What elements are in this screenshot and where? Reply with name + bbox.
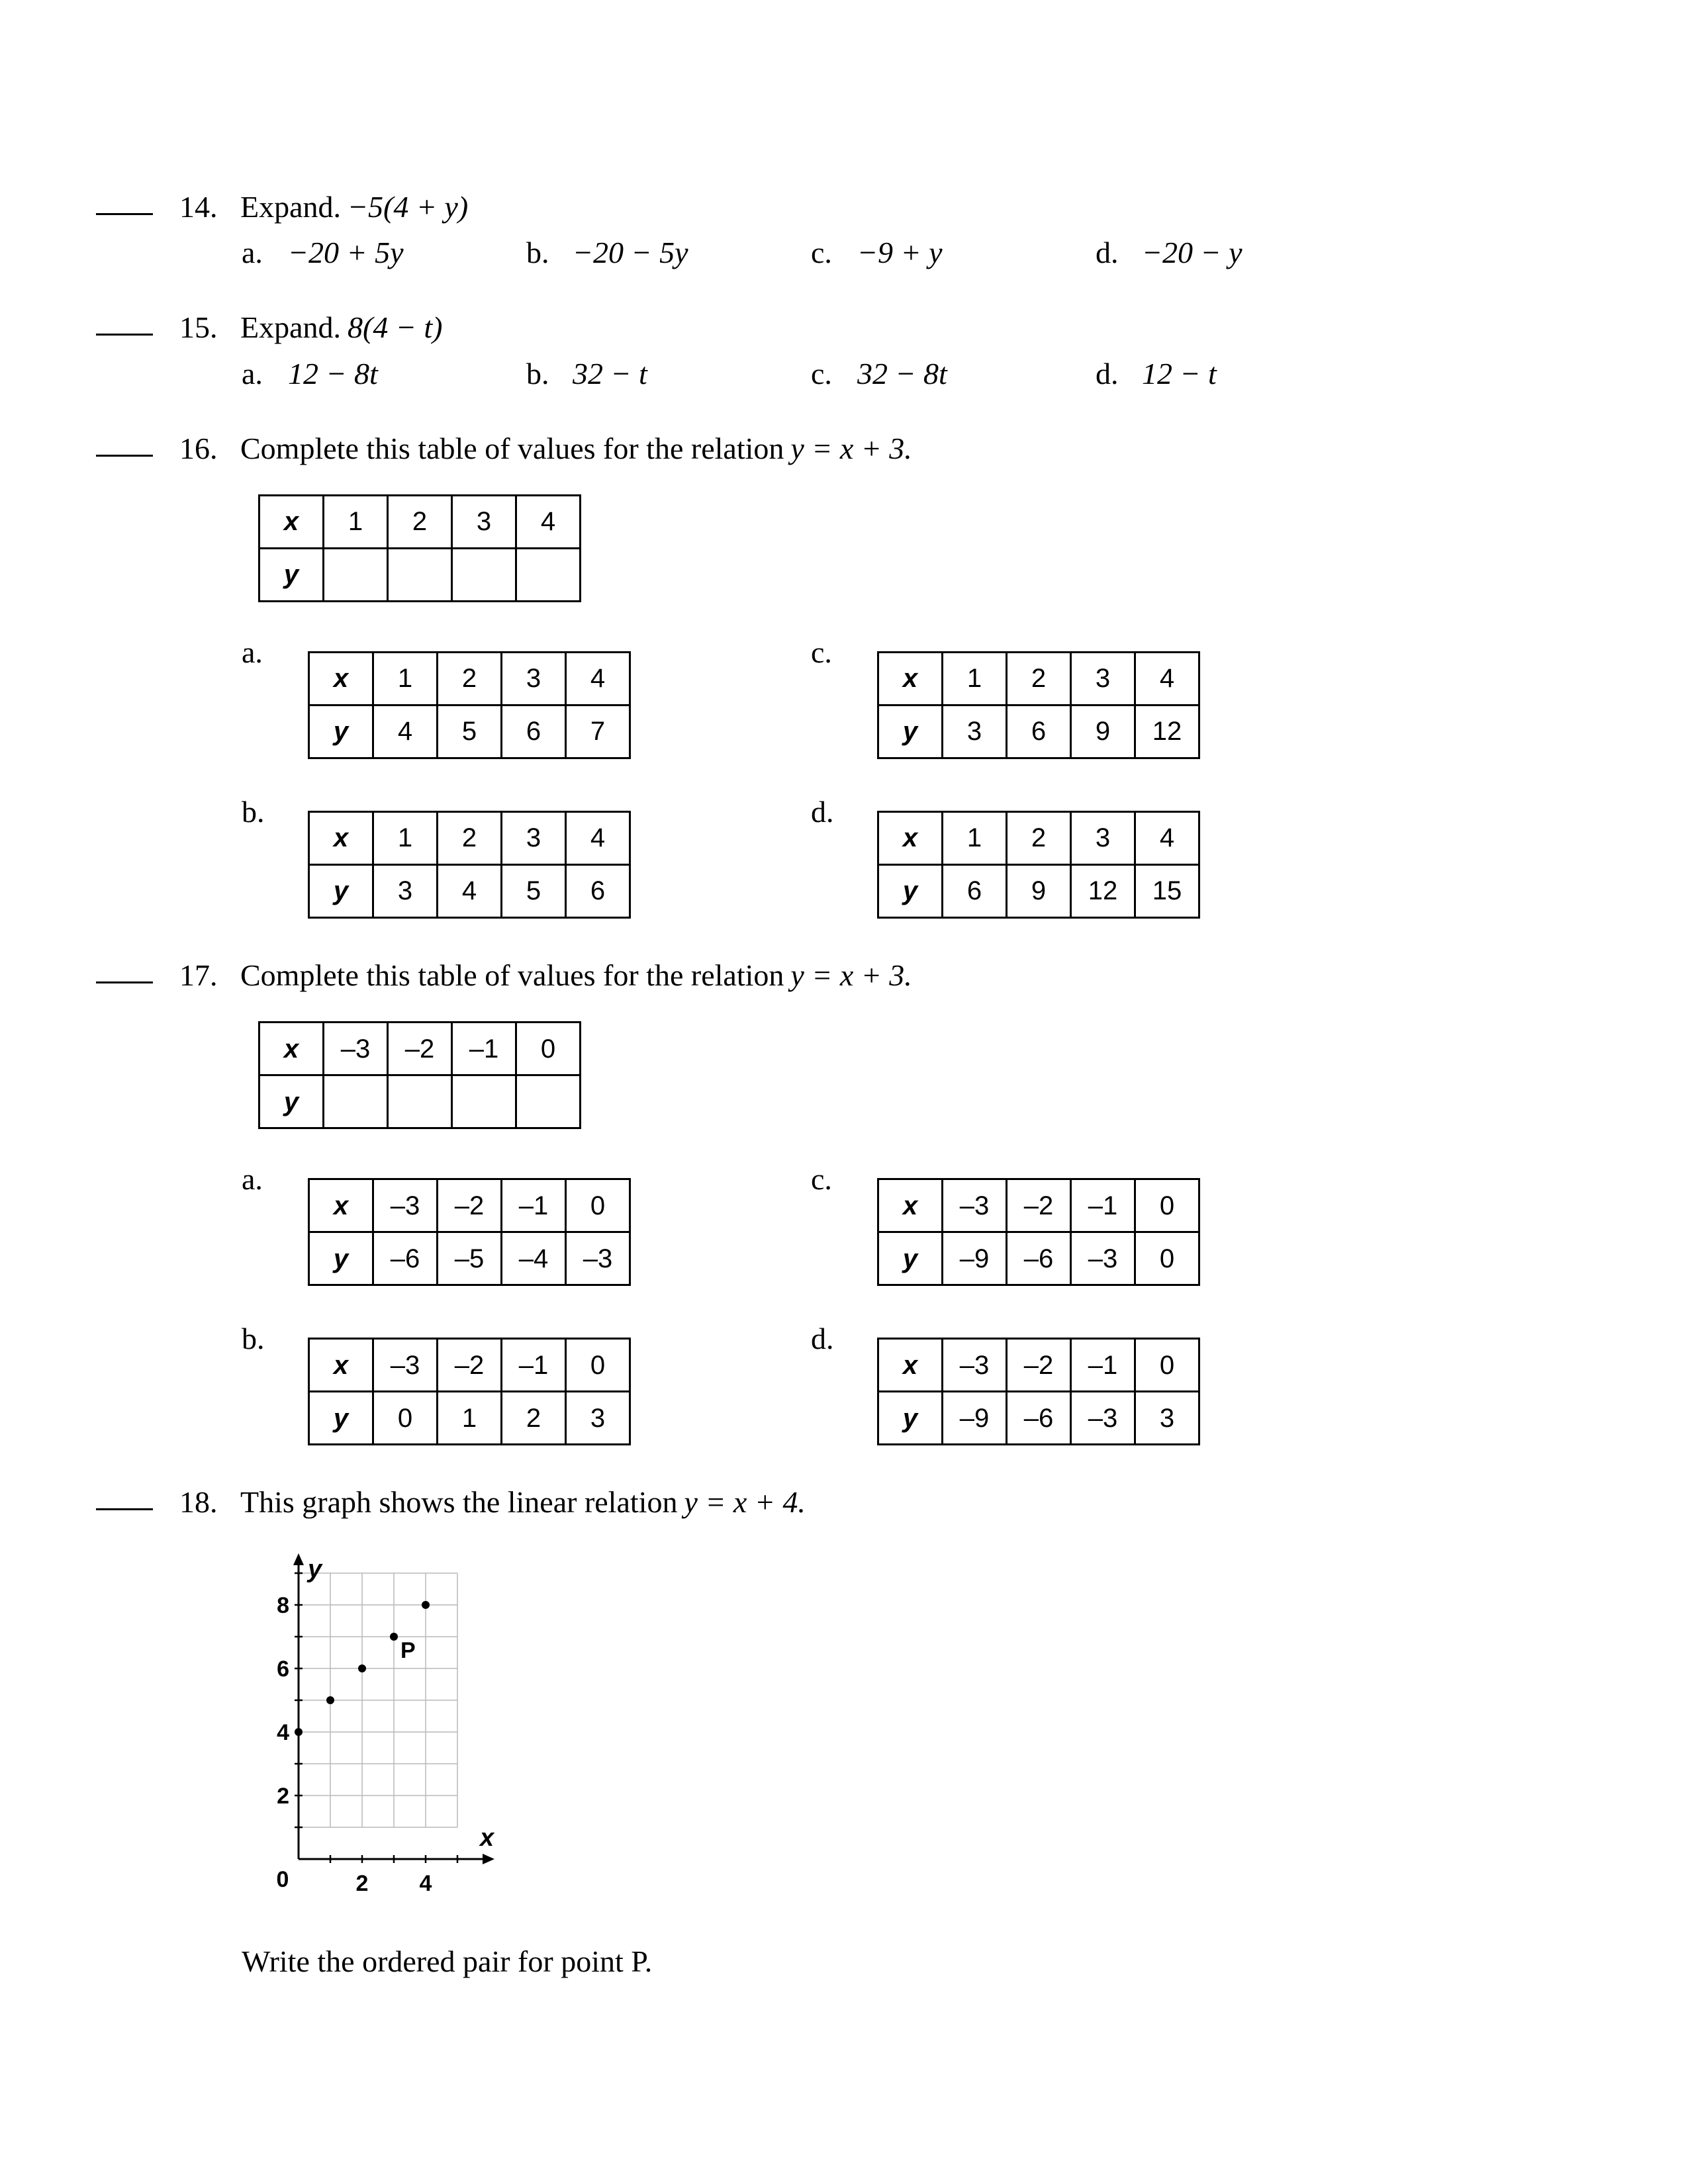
question-number: 17. <box>179 958 218 992</box>
x-tick-label-2: 2 <box>355 1871 369 1897</box>
option-a <box>242 634 811 759</box>
table-value-cell: 6 <box>943 864 1007 917</box>
option-label: c. <box>811 635 832 669</box>
options-grid <box>242 634 1628 919</box>
question-text <box>240 189 468 225</box>
table-value-cell: 12 <box>1071 864 1135 917</box>
table-value-cell <box>516 1075 581 1128</box>
table-header-cell: y <box>259 548 324 601</box>
table-value-cell: 12 <box>1135 705 1199 758</box>
y-axis-arrow-icon <box>293 1553 304 1565</box>
table-value-cell: 3 <box>1071 652 1135 705</box>
table-value-cell: 5 <box>438 705 502 758</box>
table-row <box>309 864 630 917</box>
question-number: 15. <box>179 310 218 345</box>
table-header-cell: y <box>309 705 373 758</box>
table-value-cell: 4 <box>566 811 630 864</box>
question-17 <box>96 957 1628 1445</box>
option-b <box>242 1320 811 1445</box>
question-relation: y = x + 3. <box>790 431 912 465</box>
table-value-cell: 1 <box>373 811 438 864</box>
choice-text: 12 − 8t <box>288 356 378 390</box>
question-18-head <box>96 1484 1628 1520</box>
question-text <box>240 430 912 467</box>
option-label: a. <box>242 1162 263 1197</box>
table-value-cell: 2 <box>1007 652 1071 705</box>
table-value-cell <box>388 1075 452 1128</box>
option-label: b. <box>242 1322 265 1356</box>
table-row <box>309 1339 630 1392</box>
choice-text: 32 − t <box>573 356 647 390</box>
x-axis-arrow-icon <box>483 1854 494 1864</box>
question-prompt: Expand. <box>240 190 342 224</box>
table-value-cell: –3 <box>1071 1392 1135 1445</box>
data-point <box>390 1633 398 1641</box>
option-d <box>811 1320 1628 1445</box>
table-value-cell: 0 <box>566 1339 630 1392</box>
option-values-table <box>308 1338 631 1445</box>
table-row <box>259 495 581 548</box>
choice-a <box>242 234 526 271</box>
grid-lines <box>299 1573 457 1827</box>
question-14 <box>96 189 1628 271</box>
table-header-cell: x <box>309 652 373 705</box>
option-label: d. <box>811 794 834 829</box>
choice-text: −20 + 5y <box>288 236 404 270</box>
option-label: a. <box>242 635 263 669</box>
table-value-cell: 3 <box>1135 1392 1199 1445</box>
x-axis-label: x <box>480 1824 494 1852</box>
question-text <box>240 309 442 345</box>
table-header-cell: y <box>259 1075 324 1128</box>
table-value-cell: 5 <box>502 864 566 917</box>
table-row <box>878 864 1199 917</box>
choice-label: d. <box>1096 356 1119 390</box>
choice-b <box>526 234 811 271</box>
question-16-head <box>96 430 1628 467</box>
table-value-cell: –9 <box>943 1392 1007 1445</box>
x-tick-label-4: 4 <box>419 1871 432 1897</box>
option-c <box>811 1161 1628 1286</box>
table-value-cell: –3 <box>373 1179 438 1232</box>
point-p-label: P <box>400 1638 416 1664</box>
table-value-cell: 0 <box>373 1392 438 1445</box>
choice-text: 12 − t <box>1142 356 1217 390</box>
table-value-cell <box>452 548 516 601</box>
table-row <box>309 1232 630 1285</box>
choice-b <box>526 355 811 392</box>
table-value-cell: –3 <box>1071 1232 1135 1285</box>
question-number: 14. <box>179 190 218 224</box>
table-value-cell: 2 <box>388 495 452 548</box>
table-row <box>878 1232 1199 1285</box>
table-row <box>309 652 630 705</box>
table-value-cell: 1 <box>324 495 388 548</box>
answer-blank[interactable] <box>96 430 153 457</box>
data-point <box>326 1696 334 1704</box>
question-text <box>240 1484 806 1520</box>
table-value-cell: 3 <box>566 1392 630 1445</box>
table-row <box>878 652 1199 705</box>
table-value-cell: 1 <box>943 652 1007 705</box>
table-header-cell: x <box>878 1339 943 1392</box>
table-header-cell: x <box>259 1023 324 1075</box>
table-header-cell: y <box>878 864 943 917</box>
option-label: b. <box>242 794 265 829</box>
choice-text: 32 − 8t <box>857 356 947 390</box>
table-value-cell: 3 <box>502 811 566 864</box>
table-value-cell: –3 <box>943 1339 1007 1392</box>
table-value-cell: –6 <box>1007 1232 1071 1285</box>
table-value-cell <box>388 548 452 601</box>
answer-blank[interactable] <box>96 1484 153 1510</box>
option-label: d. <box>811 1322 834 1356</box>
data-point <box>358 1664 366 1672</box>
option-c <box>811 634 1628 759</box>
answer-blank[interactable] <box>96 957 153 983</box>
table-value-cell: 1 <box>438 1392 502 1445</box>
table-value-cell: –1 <box>1071 1339 1135 1392</box>
table-header-cell: y <box>309 1232 373 1285</box>
relation-graph <box>267 1523 521 1904</box>
choice-d <box>1096 234 1243 271</box>
table-value-cell: 4 <box>1135 811 1199 864</box>
table-value-cell: 0 <box>566 1179 630 1232</box>
choice-label: b. <box>526 356 549 390</box>
option-values-table <box>308 811 631 919</box>
table-value-cell: –2 <box>438 1179 502 1232</box>
stem-values-table <box>258 494 581 602</box>
table-row <box>259 1075 581 1128</box>
table-value-cell: 2 <box>438 652 502 705</box>
table-value-cell: 0 <box>1135 1339 1199 1392</box>
table-row <box>259 548 581 601</box>
followup-instruction: Write the ordered pair for point P. <box>242 1944 653 1978</box>
answer-blank[interactable] <box>96 309 153 336</box>
table-value-cell <box>452 1075 516 1128</box>
table-value-cell: –1 <box>502 1179 566 1232</box>
table-value-cell: 2 <box>1007 811 1071 864</box>
table-value-cell: 3 <box>943 705 1007 758</box>
table-value-cell: 3 <box>1071 811 1135 864</box>
table-value-cell: –6 <box>373 1232 438 1285</box>
choice-label: a. <box>242 236 263 270</box>
table-value-cell: –2 <box>388 1023 452 1075</box>
table-value-cell: 3 <box>373 864 438 917</box>
question-prompt: Complete this table of values for the relation <box>240 431 784 465</box>
table-value-cell: 3 <box>452 495 516 548</box>
table-value-cell: 4 <box>516 495 581 548</box>
table-value-cell <box>516 548 581 601</box>
table-value-cell: 0 <box>516 1023 581 1075</box>
table-header-cell: x <box>878 1179 943 1232</box>
question-15 <box>96 309 1628 391</box>
table-row <box>309 1392 630 1445</box>
table-value-cell: 15 <box>1135 864 1199 917</box>
table-row <box>878 705 1199 758</box>
question-prompt: Expand. <box>240 310 342 345</box>
table-row <box>878 811 1199 864</box>
question-number: 18. <box>179 1485 218 1520</box>
question-15-head <box>96 309 1628 345</box>
choice-label: d. <box>1096 236 1119 270</box>
choice-label: a. <box>242 356 263 390</box>
question-prompt: This graph shows the linear relation <box>240 1485 678 1520</box>
table-value-cell: –9 <box>943 1232 1007 1285</box>
table-value-cell: 1 <box>373 652 438 705</box>
table-value-cell: 4 <box>1135 652 1199 705</box>
table-value-cell: 0 <box>1135 1232 1199 1285</box>
choice-text: −20 − y <box>1142 236 1243 270</box>
question-text <box>240 957 912 993</box>
table-value-cell: –1 <box>502 1339 566 1392</box>
question-17-head <box>96 957 1628 993</box>
choice-d <box>1096 355 1217 392</box>
choice-a <box>242 355 526 392</box>
y-axis-label: y <box>308 1555 322 1584</box>
table-header-cell: y <box>309 1392 373 1445</box>
table-value-cell: –3 <box>943 1179 1007 1232</box>
choice-c <box>811 355 1096 392</box>
table-value-cell: 4 <box>373 705 438 758</box>
table-value-cell <box>324 1075 388 1128</box>
table-row <box>878 1392 1199 1445</box>
question-relation: y = x + 3. <box>790 958 912 992</box>
table-value-cell: –3 <box>324 1023 388 1075</box>
table-value-cell: –5 <box>438 1232 502 1285</box>
data-point <box>422 1601 430 1609</box>
table-header-cell: y <box>878 1392 943 1445</box>
table-value-cell: 7 <box>566 705 630 758</box>
table-value-cell: –3 <box>373 1339 438 1392</box>
option-values-table <box>877 651 1200 759</box>
stem-values-table <box>258 1021 581 1129</box>
question-14-head <box>96 189 1628 225</box>
table-value-cell: –1 <box>1071 1179 1135 1232</box>
choice-label: c. <box>811 356 832 390</box>
question-16 <box>96 430 1628 919</box>
table-header-cell: y <box>309 864 373 917</box>
table-value-cell: 6 <box>1007 705 1071 758</box>
table-value-cell: –6 <box>1007 1392 1071 1445</box>
option-d <box>811 794 1628 919</box>
option-values-table <box>877 1178 1200 1286</box>
table-header-cell: x <box>878 652 943 705</box>
table-row <box>309 811 630 864</box>
table-header-cell: x <box>259 495 324 548</box>
table-header-cell: y <box>878 705 943 758</box>
question-expression: −5(4 + y) <box>348 190 469 224</box>
table-value-cell: –2 <box>1007 1339 1071 1392</box>
choice-text: −20 − 5y <box>573 236 688 270</box>
table-value-cell: 3 <box>502 652 566 705</box>
choice-c <box>811 234 1096 271</box>
option-b <box>242 794 811 919</box>
table-row <box>309 705 630 758</box>
origin-label: 0 <box>276 1867 289 1893</box>
y-tick-label-8: 8 <box>277 1593 289 1619</box>
table-row <box>259 1023 581 1075</box>
table-header-cell: x <box>309 1339 373 1392</box>
table-value-cell: 0 <box>1135 1179 1199 1232</box>
table-value-cell: 2 <box>438 811 502 864</box>
option-values-table <box>308 1178 631 1286</box>
graph-container <box>267 1523 1628 1912</box>
table-value-cell: 9 <box>1071 705 1135 758</box>
table-value-cell: –1 <box>452 1023 516 1075</box>
table-value-cell: –2 <box>438 1339 502 1392</box>
question-relation: y = x + 4. <box>684 1485 806 1520</box>
question-number: 16. <box>179 431 218 465</box>
choices-row <box>242 234 1628 271</box>
option-label: c. <box>811 1162 832 1197</box>
options-grid <box>242 1161 1628 1445</box>
option-values-table <box>308 651 631 759</box>
table-value-cell: –3 <box>566 1232 630 1285</box>
table-value-cell: 6 <box>502 705 566 758</box>
choices-row <box>242 355 1628 392</box>
table-value-cell: –2 <box>1007 1179 1071 1232</box>
y-tick-label-4: 4 <box>277 1720 289 1746</box>
question-prompt: Complete this table of values for the relation <box>240 958 784 992</box>
choice-label: b. <box>526 236 549 270</box>
table-value-cell: 4 <box>438 864 502 917</box>
option-values-table <box>877 1338 1200 1445</box>
y-tick-label-6: 6 <box>277 1657 289 1682</box>
table-value-cell: 1 <box>943 811 1007 864</box>
table-value-cell: 6 <box>566 864 630 917</box>
table-row <box>878 1179 1199 1232</box>
table-value-cell: 9 <box>1007 864 1071 917</box>
table-header-cell: x <box>309 1179 373 1232</box>
table-header-cell: x <box>878 811 943 864</box>
answer-blank[interactable] <box>96 189 153 215</box>
table-value-cell: 2 <box>502 1392 566 1445</box>
choice-text: −9 + y <box>857 236 943 270</box>
option-a <box>242 1161 811 1286</box>
table-value-cell <box>324 548 388 601</box>
question-expression: 8(4 − t) <box>348 310 443 345</box>
axis-ticks <box>295 1573 457 1863</box>
question-18 <box>96 1484 1628 1979</box>
table-header-cell: x <box>309 811 373 864</box>
table-value-cell: –4 <box>502 1232 566 1285</box>
choice-label: c. <box>811 236 832 270</box>
option-values-table <box>877 811 1200 919</box>
table-row <box>309 1179 630 1232</box>
table-header-cell: y <box>878 1232 943 1285</box>
table-row <box>878 1339 1199 1392</box>
table-value-cell: 4 <box>566 652 630 705</box>
data-point <box>295 1728 303 1736</box>
y-tick-label-2: 2 <box>277 1784 289 1809</box>
